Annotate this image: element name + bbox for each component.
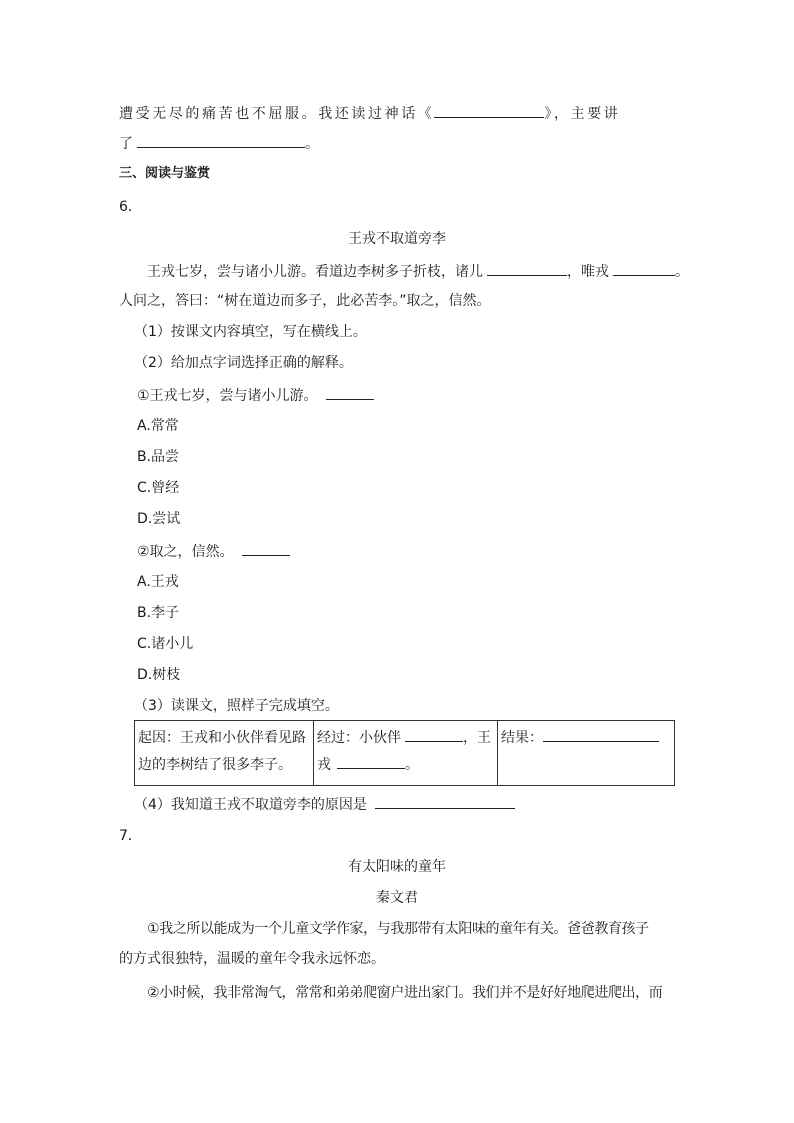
passage-title: 王戎不取道旁李 bbox=[348, 231, 446, 247]
answer-blank[interactable] bbox=[434, 103, 544, 118]
process-text: 经过：小伙伴 bbox=[317, 730, 401, 746]
option-d[interactable]: D.树枝 bbox=[137, 667, 181, 683]
option-d[interactable]: D.尝试 bbox=[137, 511, 181, 527]
result-cell bbox=[498, 721, 675, 786]
passage-author: 秦文君 bbox=[376, 890, 418, 906]
option-a[interactable]: A.王戎 bbox=[137, 574, 179, 590]
intro-text-end: 》，主要讲 bbox=[544, 106, 621, 122]
passage-line-2: 人问之，答曰：“树在道边而多子，此必苦李。”取之，信然。 bbox=[119, 293, 491, 309]
passage-line-1 bbox=[147, 261, 689, 282]
intro-line-1 bbox=[119, 103, 620, 124]
sub-question-4 bbox=[134, 794, 515, 815]
answer-blank[interactable] bbox=[326, 385, 374, 400]
answer-blank[interactable] bbox=[405, 727, 463, 742]
option-b[interactable]: B.品尝 bbox=[137, 449, 180, 465]
choice-item-2 bbox=[137, 541, 290, 562]
choice-item-1 bbox=[137, 385, 374, 406]
result-text: 结果： bbox=[501, 730, 543, 746]
sub-question-3: （3）读课文，照样子完成填空。 bbox=[134, 698, 339, 714]
passage-text: 王戎七岁，尝与诸小儿游。看道边李树多子折枝，诸儿 bbox=[147, 264, 483, 280]
intro-text: 遭受无尽的痛苦也不屈服。我还读过神话《 bbox=[119, 106, 435, 122]
intro-text: 了 bbox=[119, 136, 133, 152]
cause-text: 起因：王戎和小伙伴看见路 bbox=[138, 730, 306, 746]
item-marker: ② bbox=[137, 544, 150, 560]
answer-blank[interactable] bbox=[613, 261, 675, 276]
section-heading: 三、阅读与鉴赏 bbox=[119, 166, 211, 181]
cause-cell bbox=[135, 721, 314, 786]
answer-blank[interactable] bbox=[375, 794, 515, 809]
passage-title: 有太阳味的童年 bbox=[348, 859, 446, 875]
item-text: 取之，信然。 bbox=[149, 544, 234, 560]
option-c[interactable]: C.曾经 bbox=[137, 480, 180, 496]
passage-text: ，唯戎 bbox=[567, 264, 609, 280]
process-cell bbox=[314, 721, 498, 786]
cause-text: 边的李树结了很多李子。 bbox=[138, 757, 292, 773]
answer-blank[interactable] bbox=[487, 261, 567, 276]
option-b[interactable]: B.李子 bbox=[137, 605, 180, 621]
question-number: 6． bbox=[119, 199, 142, 215]
answer-blank[interactable] bbox=[137, 133, 305, 148]
sub-question-text: （4）我知道王戎不取道旁李的原因是 bbox=[134, 797, 367, 813]
option-a[interactable]: A.常常 bbox=[137, 418, 179, 434]
item-marker: ① bbox=[137, 388, 150, 404]
answer-blank[interactable] bbox=[242, 541, 290, 556]
paragraph-line: 的方式很独特，温暖的童年令我永远怀恋。 bbox=[119, 951, 385, 967]
process-text: 戎 bbox=[317, 757, 331, 773]
paragraph-line: ①我之所以能成为一个儿童文学作家，与我那带有太阳味的童年有关。爸爸教育孩子 bbox=[147, 921, 649, 937]
answer-blank[interactable] bbox=[543, 727, 659, 742]
question-number: 7． bbox=[119, 828, 142, 844]
process-text: 。 bbox=[405, 757, 419, 773]
answer-blank[interactable] bbox=[337, 754, 405, 769]
sub-question-2: （2）给加点字词选择正确的解释。 bbox=[134, 355, 353, 371]
intro-text-end: 。 bbox=[305, 136, 319, 152]
option-c[interactable]: C.诸小儿 bbox=[137, 636, 194, 652]
sub-question-1: （1）按课文内容填空，写在横线上。 bbox=[134, 324, 367, 340]
paragraph-line: ②小时候，我非常淘气，常常和弟弟爬窗户进出家门。我们并不是好好地爬进爬出，而 bbox=[147, 985, 663, 1001]
process-text: ，王 bbox=[463, 730, 491, 746]
passage-text: 。 bbox=[675, 264, 689, 280]
story-table bbox=[134, 720, 675, 786]
intro-line-2 bbox=[119, 133, 319, 154]
item-text: 王戎七岁，尝与诸小儿游。 bbox=[149, 388, 318, 404]
